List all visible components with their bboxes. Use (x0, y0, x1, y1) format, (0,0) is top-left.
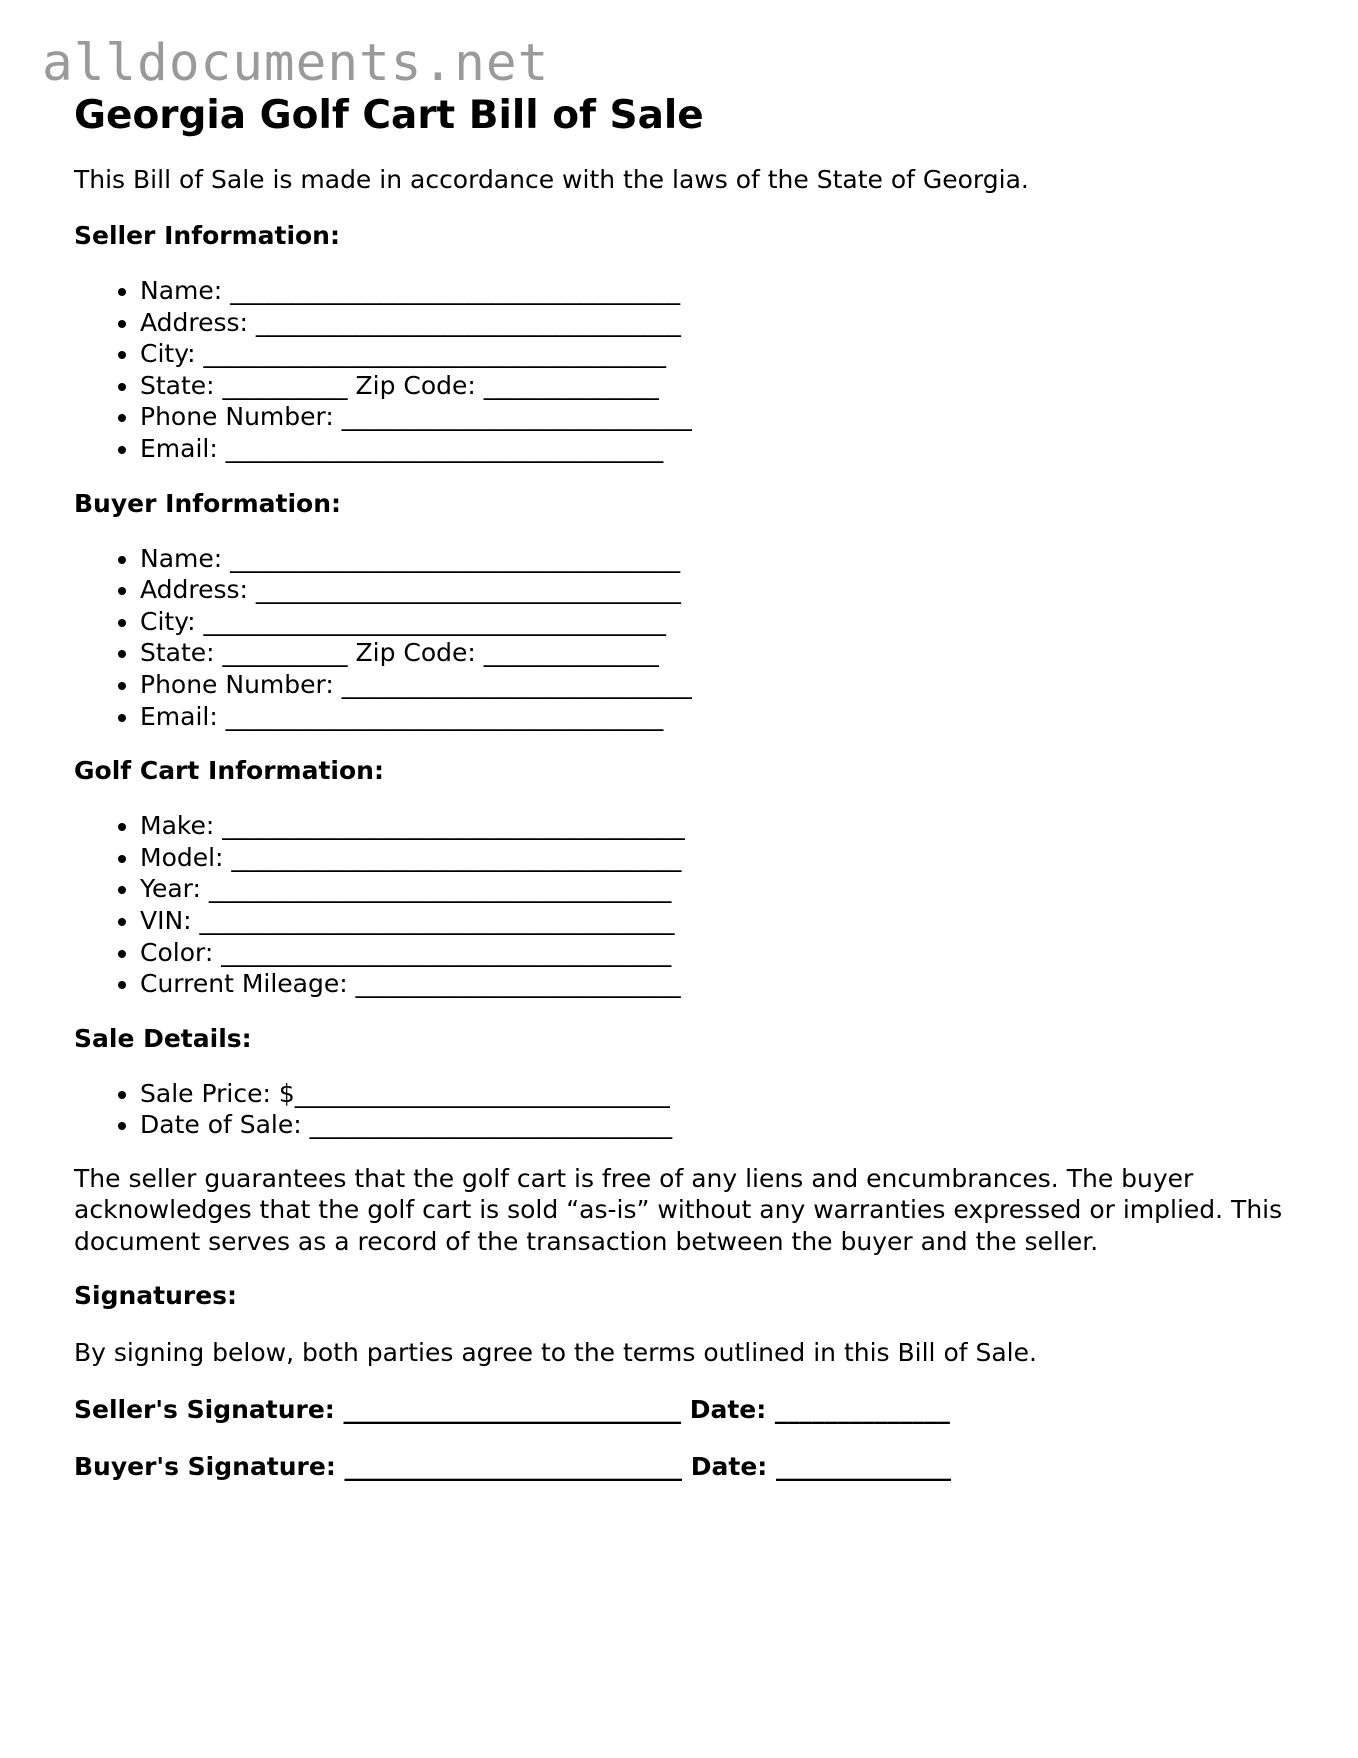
buyer-phone-field[interactable]: • Phone Number: ____________________________ (140, 669, 1294, 701)
cart-make-field[interactable]: • Make: _____________________________________ (140, 810, 1294, 842)
cart-mileage-field[interactable]: • Current Mileage: __________________________ (140, 968, 1294, 1000)
seller-fields (74, 275, 1294, 465)
intro-text: This Bill of Sale is made in accordance with the laws of the State of Georgia. (74, 165, 1029, 194)
buyer-email-field[interactable]: • Email: ___________________________________ (140, 701, 1294, 733)
page-title: Georgia Golf Cart Bill of Sale (74, 93, 704, 138)
sale-fields (74, 1078, 1294, 1141)
buyer-fields (74, 543, 1294, 733)
seller-signature-line[interactable]: Seller's Signature: ___________________________ Date: ______________ (74, 1395, 950, 1425)
buyer-signature-line[interactable]: Buyer's Signature: ___________________________ Date: ______________ (74, 1452, 951, 1482)
buyer-city-field[interactable]: • City: _____________________________________ (140, 606, 1294, 638)
seller-address-field[interactable]: • Address: __________________________________ (140, 307, 1294, 339)
watermark: alldocuments.net (42, 34, 550, 93)
seller-state-zip-field[interactable]: • State: __________ Zip Code: ______________ (140, 370, 1294, 402)
buyer-heading: Buyer Information: (74, 488, 342, 518)
sale-price-field[interactable]: • Sale Price: $______________________________ (140, 1078, 1294, 1110)
buyer-state-zip-field[interactable]: • State: __________ Zip Code: ______________ (140, 637, 1294, 669)
signatures-heading: Signatures: (74, 1281, 238, 1311)
seller-city-field[interactable]: • City: _____________________________________ (140, 338, 1294, 370)
seller-heading: Seller Information: (74, 221, 340, 250)
agreement-text: By signing below, both parties agree to the terms outlined in this Bill of Sale. (74, 1338, 1037, 1368)
sale-heading: Sale Details: (74, 1023, 252, 1053)
buyer-address-field[interactable]: • Address: __________________________________ (140, 574, 1294, 606)
document (74, 88, 1294, 1484)
cart-year-field[interactable]: • Year: _____________________________________ (140, 873, 1294, 905)
cart-color-field[interactable]: • Color: ____________________________________ (140, 937, 1294, 969)
cart-heading: Golf Cart Information: (74, 756, 384, 786)
sale-date-field[interactable]: • Date of Sale: _____________________________ (140, 1109, 1294, 1141)
buyer-name-field[interactable]: • Name: ____________________________________ (140, 543, 1294, 575)
cart-model-field[interactable]: • Model: ____________________________________ (140, 842, 1294, 874)
seller-name-field[interactable]: • Name: ____________________________________ (140, 275, 1294, 307)
seller-phone-field[interactable]: • Phone Number: ____________________________ (140, 401, 1294, 433)
cart-vin-field[interactable]: • VIN: ______________________________________ (140, 905, 1294, 937)
cart-fields (74, 810, 1294, 1000)
guarantee-text: The seller guarantees that the golf cart is free of any liens and encumbrances. The buyer acknowledges that the golf cart is sold “as-is” without any warranties expressed or implied. This document serves as a record of the transaction between the buyer and the seller. (74, 1163, 1283, 1256)
seller-email-field[interactable]: • Email: ___________________________________ (140, 433, 1294, 465)
